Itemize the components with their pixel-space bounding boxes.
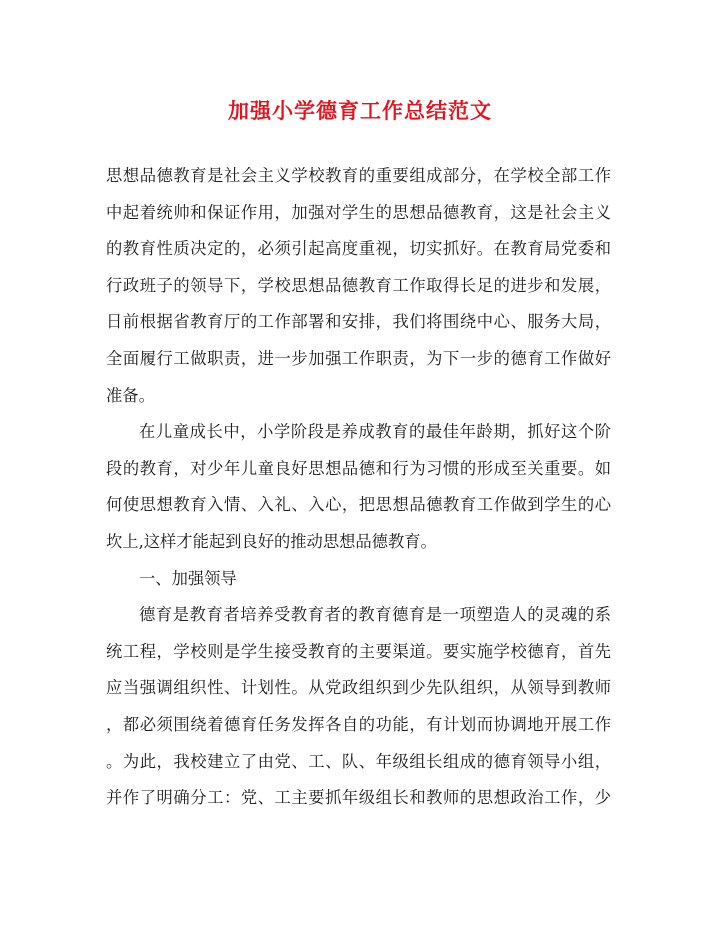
paragraph-line: 段的教育，对少年儿童良好思想品德和行为习惯的形成至关重要。如 <box>106 458 611 478</box>
paragraph-line: 思想品德教育是社会主义学校教育的重要组成部分，在学校全部工作 <box>106 166 611 185</box>
paragraph-line: 行政班子的领导下，学校思想品德教育工作取得长足的进步和发展， <box>106 275 611 295</box>
paragraph-line: 的教育性质决定的，必须引起高度重视，切实抓好。在教育局党委和 <box>106 239 611 259</box>
paragraph-line: 德育是教育者培养受教育者的教育德育是一项塑造人的灵魂的系 <box>139 605 611 625</box>
paragraph-line: 并作了明确分工：党、工主要抓年级组长和教师的思想政治工作，少 <box>106 788 611 808</box>
paragraph-line: 中起着统帅和保证作用，加强对学生的思想品德教育，这是社会主义 <box>106 202 611 222</box>
paragraph-line: 应当强调组织性、计划性。从党政组织到少先队组织，从领导到教师 <box>106 678 611 698</box>
paragraph-line: 全面履行工做职责，进一步加强工作职责，为下一步的德育工作做好 <box>106 348 611 368</box>
paragraph-line: ，都必须围绕着德育任务发挥各自的功能，有计划而协调地开展工作 <box>106 714 611 734</box>
paragraph-line: 准备。 <box>106 385 155 405</box>
document-body <box>106 158 611 817</box>
paragraph-line: 统工程，学校则是学生接受教育的主要渠道。要实施学校德育，首先 <box>106 641 611 661</box>
paragraph-line: 日前根据省教育厅的工作部署和安排，我们将围绕中心、服务大局， <box>106 312 611 332</box>
document-title: 加强小学德育工作总结范文 <box>228 98 492 123</box>
section-heading: 一、加强领导 <box>139 568 237 588</box>
paragraph-line: 坎上,这样才能起到良好的推动思想品德教育。 <box>106 531 437 551</box>
paragraph-line: 何使思想教育入情、入礼、入心，把思想品德教育工作做到学生的心 <box>106 495 611 515</box>
paragraph-line: 在儿童成长中，小学阶段是养成教育的最佳年龄期，抓好这个阶 <box>139 422 611 442</box>
paragraph-line: 。为此，我校建立了由党、工、队、年级组长组成的德育领导小组， <box>106 751 611 771</box>
